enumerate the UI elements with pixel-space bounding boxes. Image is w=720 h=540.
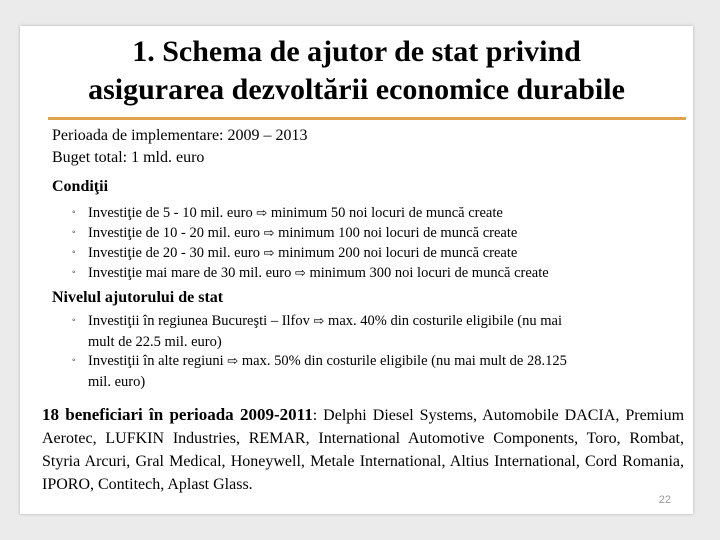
title-line-1: 1. Schema de ajutor de stat privind — [132, 35, 581, 68]
conditions-heading: Condiţii — [52, 178, 109, 195]
aid-item-1: ◦ Investiţii în regiunea Bucureşti – Ilfov ⇨ max. 40% din costurile eligibile (nu mai mult de 22.5 mil. euro) — [72, 313, 563, 350]
beneficiaries-paragraph — [42, 403, 684, 496]
slide-title — [20, 26, 693, 109]
implementation-period: Perioada de implementare: 2009 – 2013 — [52, 127, 308, 144]
arrow-right-icon: ⇨ — [256, 206, 268, 221]
page-number: 22 — [658, 494, 671, 506]
bullet-icon: ◦ — [72, 227, 76, 238]
arrow-right-icon: ⇨ — [227, 354, 239, 369]
arrow-right-icon: ⇨ — [313, 314, 325, 329]
title-underline — [48, 117, 686, 120]
arrow-right-icon: ⇨ — [263, 226, 275, 241]
aid-item-2: ◦ Investiţii în alte regiuni ⇨ max. 50% din costurile eligibile (nu mai mult de 28.125 mil. euro) — [72, 353, 567, 390]
arrow-right-icon: ⇨ — [263, 246, 275, 261]
bullet-icon: ◦ — [72, 267, 76, 278]
condition-item-1: ◦ Investiţie de 5 - 10 mil. euro ⇨ minimum 50 noi locuri de muncă create — [72, 205, 503, 221]
condition-item-3: ◦ Investiţie de 20 - 30 mil. euro ⇨ minimum 200 noi locuri de muncă create — [72, 245, 518, 261]
bullet-icon: ◦ — [72, 207, 76, 218]
beneficiaries-list: : Delphi Diesel Systems, Automobile DACIA, Premium Aerotec, LUFKIN Industries, REMAR, International Automotive Components, Toro, Rombat, Styria Arcuri, Gral Medical, Honeywell, Metale International, Altius International, Cord Romania, IPORO, Contitech, Aplast Glass. — [42, 407, 685, 493]
total-budget: Buget total: 1 mld. euro — [52, 149, 205, 166]
title-line-2: asigurarea dezvoltării economice durabile — [88, 73, 625, 106]
condition-item-2: ◦ Investiţie de 10 - 20 mil. euro ⇨ minimum 100 noi locuri de muncă create — [72, 225, 518, 241]
beneficiaries-lead: 18 beneficiari în perioada 2009-2011 — [42, 405, 313, 424]
aid-level-heading: Nivelul ajutorului de stat — [52, 289, 224, 306]
arrow-right-icon: ⇨ — [294, 266, 306, 281]
bullet-icon: ◦ — [72, 315, 76, 326]
bullet-icon: ◦ — [72, 355, 76, 366]
bullet-icon: ◦ — [72, 247, 76, 258]
slide-panel — [20, 26, 693, 514]
condition-item-4: ◦ Investiţie mai mare de 30 mil. euro ⇨ minimum 300 noi locuri de muncă create — [72, 265, 549, 281]
